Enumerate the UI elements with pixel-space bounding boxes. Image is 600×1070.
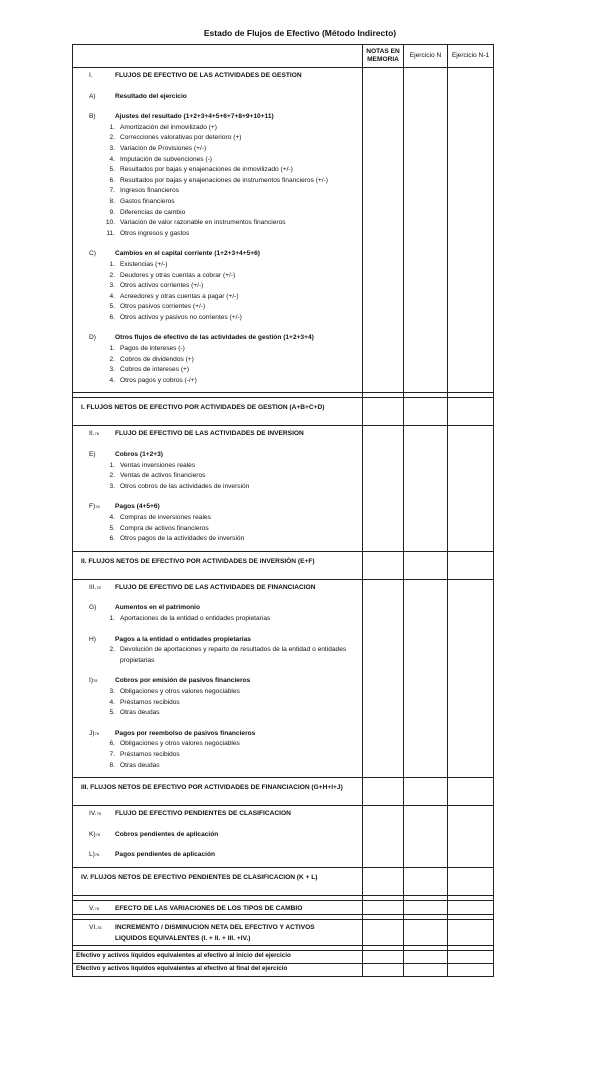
list-item <box>73 687 362 698</box>
item-number: 9. <box>109 208 115 216</box>
item-text: Compra de activos financieros <box>120 524 209 532</box>
footnote-marker: 78 <box>96 811 101 817</box>
item-number: 1. <box>109 461 115 469</box>
section-heading-text: FLUJO DE EFECTIVO DE LAS ACTIVIDADES DE FINANCIACION <box>115 583 316 591</box>
list-item <box>73 208 362 219</box>
section-heading-text: Pagos por reembolso de pasivos financieros <box>115 729 256 737</box>
list-item <box>73 197 362 208</box>
final-inicio-label: Efectivo y activos líquidos equivalentes al efectivo al inicio del ejercicio <box>73 950 363 963</box>
list-item <box>73 365 362 376</box>
footnote-marker: 78 <box>96 584 101 590</box>
section-heading <box>73 635 362 646</box>
footnote-marker: 78 <box>97 925 102 931</box>
section-code: C) <box>89 250 96 258</box>
item-text: Otras deudas <box>120 761 160 769</box>
section-pendientes <box>73 806 494 868</box>
item-number: 1. <box>109 614 115 622</box>
item-number: 3. <box>109 482 115 490</box>
section-tipos-cambio <box>73 900 494 915</box>
item-text: Deudores y otras cuentas a cobrar (+/-) <box>120 271 236 279</box>
section-inversion <box>73 426 494 551</box>
footnote-marker: 78 <box>94 730 99 736</box>
item-number: 3. <box>109 144 115 152</box>
section-code: D) <box>89 334 96 342</box>
section-code: IV.$^{78}$ <box>89 810 101 818</box>
total-inversion-label: II. FLUJOS NETOS DE EFECTIVO POR ACTIVIDADES DE INVERSIÓN (E+F) <box>73 551 363 579</box>
section-code: A) <box>89 92 96 100</box>
section-code: F)$^{78}$ <box>89 503 100 511</box>
section-gestion-body <box>73 68 363 393</box>
section-code: V.$^{78}$ <box>89 904 100 912</box>
section-gestion <box>73 68 494 393</box>
list-item <box>73 218 362 229</box>
section-heading-text: Aumentos en el patrimonio <box>115 604 200 612</box>
header-ejercicio-n1: Ejercicio N-1 <box>448 45 494 68</box>
section-heading-text: LIQUIDOS EQUIVALENTES (I. + II. + III. +IV.) <box>115 935 251 943</box>
section-heading-text: FLUJO DE EFECTIVO DE LAS ACTIVIDADES DE INVERSION <box>115 430 304 438</box>
item-number: 1. <box>109 123 115 131</box>
list-item <box>73 260 362 271</box>
item-number: 4. <box>109 698 115 706</box>
list-item <box>73 534 362 545</box>
section-heading <box>73 830 362 841</box>
section-code: B) <box>89 113 96 121</box>
section-code: III.$^{78}$ <box>89 583 101 591</box>
total-inversion-row <box>73 551 494 579</box>
item-number: 10. <box>105 219 115 227</box>
section-heading <box>73 429 362 440</box>
section-heading-text: Resultado del ejercicio <box>115 92 187 100</box>
section-heading <box>73 729 362 740</box>
item-number: 3. <box>109 366 115 374</box>
item-text: Otros pagos de la actividades de inversión <box>120 535 245 543</box>
section-heading <box>73 583 362 594</box>
section-heading <box>73 249 362 260</box>
item-number: 2. <box>109 355 115 363</box>
header-notas: NOTAS EN MEMORIA <box>363 45 404 68</box>
list-item <box>73 281 362 292</box>
section-financiacion <box>73 579 494 777</box>
section-heading <box>73 333 362 344</box>
list-item <box>73 708 362 719</box>
section-heading <box>73 603 362 614</box>
section-heading <box>73 676 362 687</box>
table-header-row <box>73 45 494 68</box>
item-number: 6. <box>109 313 115 321</box>
item-text: Variación de Provisiones (+/-) <box>120 144 207 152</box>
section-heading <box>73 112 362 123</box>
section-code: VI.$^{78}$ <box>89 924 102 932</box>
list-item <box>73 376 362 387</box>
item-text: Obligaciones y otros valores negociables <box>120 687 240 695</box>
footnote-marker: 78 <box>93 678 98 684</box>
section-code: K)$^{78}$ <box>89 830 101 838</box>
section-heading <box>73 809 362 820</box>
item-number: 2. <box>109 134 115 142</box>
section-heading-text: Pagos (4+5+6) <box>115 503 160 511</box>
footnote-marker: 78 <box>94 431 99 437</box>
total-gestion-label: I. FLUJOS NETOS DE EFECTIVO POR ACTIVIDADES DE GESTION (A+B+C+D) <box>73 398 363 426</box>
list-item <box>73 271 362 282</box>
section-heading <box>73 450 362 461</box>
section-heading-text: Pagos a la entidad o entidades propietarias <box>115 635 251 643</box>
list-item <box>73 698 362 709</box>
section-code: I. <box>89 72 93 79</box>
list-item <box>73 229 362 240</box>
section-heading <box>73 923 362 934</box>
list-item <box>73 461 362 472</box>
list-item <box>73 645 362 666</box>
list-item <box>73 471 362 482</box>
item-text: Correcciones valorativas por deterioro (+) <box>120 134 242 142</box>
section-code: I)$^{78}$ <box>89 677 98 685</box>
item-number: 8. <box>109 197 115 205</box>
item-number: 4. <box>109 376 115 384</box>
item-number: 8. <box>109 761 115 769</box>
item-text: Otros pagos y cobros (-/+) <box>120 376 197 384</box>
item-text: Otros ingresos y gastos <box>120 229 190 237</box>
section-code: L)$^{78}$ <box>89 851 100 859</box>
section-code: E) <box>89 451 96 459</box>
item-number: 1. <box>109 260 115 268</box>
list-item <box>73 186 362 197</box>
list-item <box>73 165 362 176</box>
item-text: Aportaciones de la entidad o entidades propietarias <box>120 614 271 622</box>
section-heading-text: Ajustes del resultado (1+2+3+4+5+6+7+8+9+10+11) <box>115 113 274 121</box>
list-item <box>73 482 362 493</box>
section-heading-text: Cobros pendientes de aplicación <box>115 830 219 838</box>
item-text: Obligaciones y otros valores negociables <box>120 740 240 748</box>
section-heading <box>73 71 362 82</box>
section-heading-text: FLUJOS DE EFECTIVO DE LAS ACTIVIDADES DE GESTION <box>115 72 302 79</box>
list-item <box>73 133 362 144</box>
item-number: 2. <box>109 646 115 654</box>
footnote-marker: 78 <box>95 831 101 837</box>
list-item <box>73 302 362 313</box>
item-number: 4. <box>109 155 115 163</box>
total-pendientes-row <box>73 867 494 895</box>
final-final-row <box>73 963 494 976</box>
item-text: Otros activos y pasivos no corrientes (+/-) <box>120 313 242 321</box>
item-text: Existencias (+/-) <box>120 260 168 268</box>
item-number: 3. <box>109 282 115 290</box>
final-inicio-row <box>73 950 494 963</box>
item-text: Cobros de dividendos (+) <box>120 355 194 363</box>
item-number: 1. <box>109 345 115 353</box>
item-text: Amortización del inmovilizado (+) <box>120 123 217 131</box>
item-number: 5. <box>109 524 115 532</box>
item-text: Pagos de intereses (-) <box>120 345 185 353</box>
footnote-marker: 78 <box>95 504 100 510</box>
list-item <box>73 750 362 761</box>
item-text: Cobros de intereses (+) <box>120 366 190 374</box>
item-number: 6. <box>109 740 115 748</box>
item-text: Otros activos corrientes (+/-) <box>120 282 204 290</box>
item-text: Resultados por bajas y enajenaciones de inmovilizado (+/-) <box>120 166 293 174</box>
list-item <box>73 513 362 524</box>
section-heading-text: Otros flujos de efectivo de las actividades de gestión (1+2+3+4) <box>115 334 314 342</box>
item-text: Otros pasivos corrientes (+/-) <box>120 303 206 311</box>
item-text: Devolución de aportaciones y reparto de resultados de la entidad o entidades propietarias <box>120 646 347 664</box>
item-text: Resultados por bajas y enajenaciones de instrumentos financieros (+/-) <box>120 176 328 184</box>
item-text: Ventas de activos financieros <box>120 472 206 480</box>
item-number: 2. <box>109 472 115 480</box>
cash-flow-table <box>72 44 494 977</box>
section-code: J)$^{78}$ <box>89 729 99 737</box>
footnote-marker: 78 <box>94 905 100 911</box>
list-item <box>73 524 362 535</box>
item-text: Compras de inversiones reales <box>120 514 211 521</box>
item-text: Diferencias de cambio <box>120 208 186 216</box>
section-heading <box>73 934 362 945</box>
item-text: Otros cobros de las actividades de inversión <box>120 482 250 490</box>
total-financiacion-label: III. FLUJOS NETOS DE EFECTIVO POR ACTIVIDADES DE FINANCIACION (G+H+I+J) <box>73 778 363 806</box>
section-heading <box>73 904 362 915</box>
item-number: 7. <box>109 750 115 758</box>
section-heading <box>73 850 362 861</box>
footnote-marker: 78 <box>94 852 100 858</box>
header-description <box>73 45 363 68</box>
section-incremento <box>73 920 494 945</box>
section-heading-text: EFECTO DE LAS VARIACIONES DE LOS TIPOS DE CAMBIO <box>115 904 303 912</box>
item-number: 4. <box>109 514 115 521</box>
item-number: 3. <box>109 687 115 695</box>
final-final-label: Efectivo y activos líquidos equivalentes al efectivo al final del ejercicio <box>73 963 363 976</box>
section-tipos-cambio-body <box>73 900 363 915</box>
item-number: 2. <box>109 271 115 279</box>
item-text: Préstamos recibidos <box>120 698 180 706</box>
total-pendientes-label: IV. FLUJOS NETOS DE EFECTIVO PENDIENTES DE CLASIFICACION (K + L) <box>73 867 363 895</box>
list-item <box>73 144 362 155</box>
list-item <box>73 123 362 134</box>
item-text: Ventas inversiones reales <box>120 461 196 469</box>
list-item <box>73 614 362 625</box>
header-ejercicio-n: Ejercicio N <box>404 45 448 68</box>
list-item <box>73 313 362 324</box>
list-item <box>73 761 362 772</box>
section-code <box>73 934 115 945</box>
list-item <box>73 739 362 750</box>
item-text: Otras deudas <box>120 709 160 717</box>
item-number: 5. <box>109 303 115 311</box>
list-item <box>73 344 362 355</box>
item-number: 4. <box>109 292 115 300</box>
section-heading-text: INCREMENTO / DISMINUCION NETA DEL EFECTIVO Y ACTIVOS <box>115 924 315 932</box>
item-text: Préstamos recibidos <box>120 750 180 758</box>
total-gestion-row <box>73 398 494 426</box>
item-number: 5. <box>109 709 115 717</box>
item-number: 5. <box>109 166 115 174</box>
section-incremento-body <box>73 920 363 945</box>
section-heading-text: Pagos pendientes de aplicación <box>115 851 216 859</box>
section-pendientes-body <box>73 806 363 868</box>
item-text: Imputación de subvenciones (-) <box>120 155 212 163</box>
item-number: 6. <box>109 176 115 184</box>
list-item <box>73 176 362 187</box>
item-number: 11. <box>106 229 115 237</box>
item-text: Variación de valor razonable en instrumentos financieros <box>120 219 286 227</box>
section-inversion-body <box>73 426 363 551</box>
item-text: Ingresos financieros <box>120 187 180 195</box>
section-heading <box>73 92 362 103</box>
document-title: Estado de Flujos de Efectivo (Método Indirecto) <box>203 28 397 38</box>
section-code: G) <box>89 604 97 612</box>
section-heading-text: Cobros por emisión de pasivos financieros <box>115 677 251 685</box>
item-number: 6. <box>109 535 115 543</box>
section-code: II.$^{78}$ <box>89 430 99 438</box>
list-item <box>73 292 362 303</box>
section-heading-text: FLUJO DE EFECTIVO PENDIENTES DE CLASIFICACION <box>115 810 291 818</box>
section-financiacion-body <box>73 579 363 777</box>
section-heading <box>73 502 362 513</box>
section-code: H) <box>89 635 96 643</box>
section-heading-text: Cambios en el capital corriente (1+2+3+4+5+6) <box>115 250 260 258</box>
list-item <box>73 155 362 166</box>
item-number: 7. <box>109 187 115 195</box>
item-text: Acreedores y otras cuentas a pagar (+/-) <box>120 292 239 300</box>
section-heading-text: Cobros (1+2+3) <box>115 451 164 459</box>
total-financiacion-row <box>73 778 494 806</box>
item-text: Gastos financieros <box>120 197 175 205</box>
list-item <box>73 355 362 366</box>
